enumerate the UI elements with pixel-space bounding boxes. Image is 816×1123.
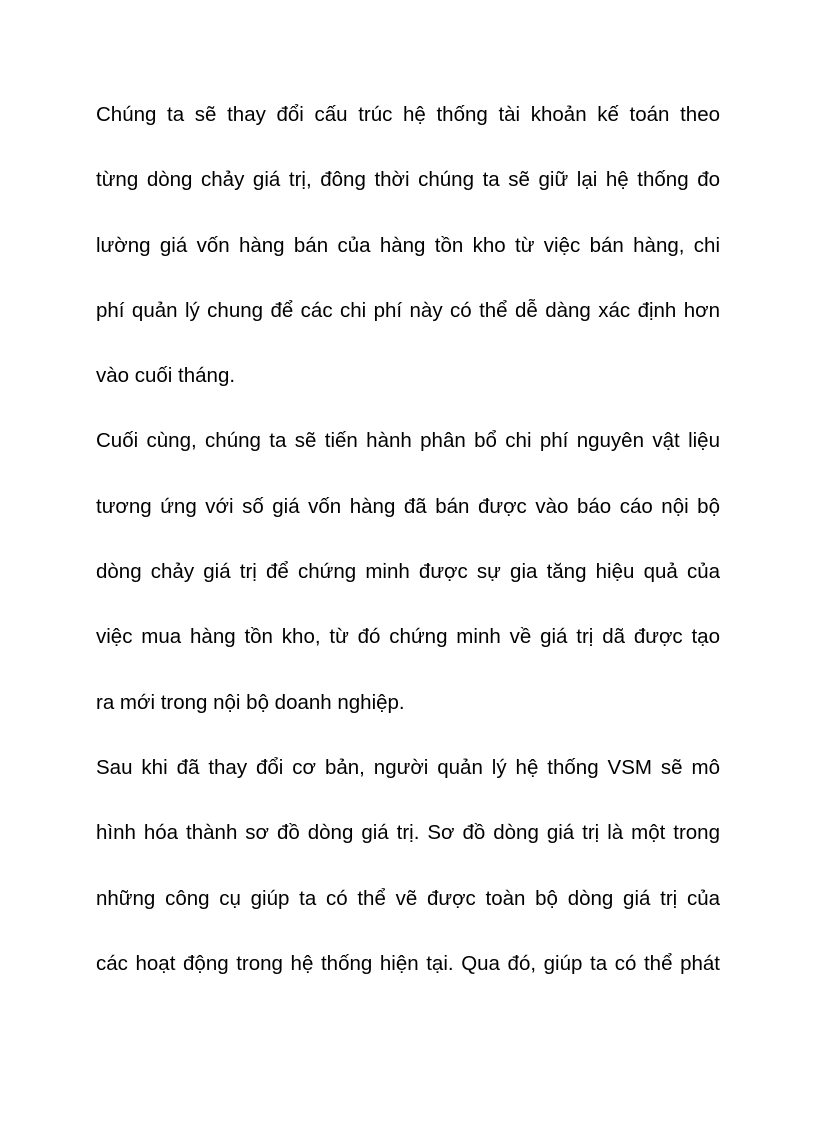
text-line: tương ứng với số giá vốn hàng đã bán được vào báo cáo nội bộ [96,494,720,518]
text-line: lường giá vốn hàng bán của hàng tồn kho từ việc bán hàng, chi [96,233,720,257]
body-text [96,97,720,1011]
text-line: phí quản lý chung để các chi phí này có thể dễ dàng xác định hơn [96,298,720,322]
text-line: Cuối cùng, chúng ta sẽ tiến hành phân bổ chi phí nguyên vật liệu [96,429,720,453]
text-line: những công cụ giúp ta có thể vẽ được toàn bộ dòng giá trị của [96,886,720,910]
paragraph-1 [96,97,720,423]
text-line: hình hóa thành sơ đồ dòng giá trị. Sơ đồ dòng giá trị là một trong [96,821,720,845]
text-line: việc mua hàng tồn kho, từ đó chứng minh về giá trị dã được tạo [96,625,720,649]
text-line: Chúng ta sẽ thay đổi cấu trúc hệ thống tài khoản kế toán theo [96,103,720,126]
text-line: ra mới trong nội bộ doanh nghiệp. [96,690,405,714]
text-line: Sau khi đã thay đổi cơ bản, người quản lý hệ thống VSM sẽ mô [96,755,720,779]
text-line: vào cuối tháng. [96,364,236,388]
paragraph-2 [96,423,720,749]
text-line: dòng chảy giá trị để chứng minh được sự gia tăng hiệu quả của [96,560,720,584]
paragraph-3 [96,750,720,1011]
text-line: từng dòng chảy giá trị, đông thời chúng ta sẽ giữ lại hệ thống đo [96,168,720,192]
text-line: các hoạt động trong hệ thống hiện tại. Qua đó, giúp ta có thể phát [96,951,720,975]
